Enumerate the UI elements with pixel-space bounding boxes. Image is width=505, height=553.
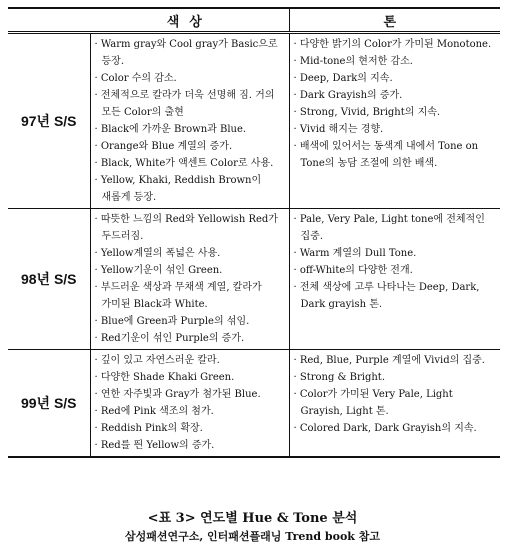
color-item: · 따뜻한 느낌의 Red와 Yellowish Red가 두드러짐. — [94, 214, 278, 242]
color-item: · 다양한 Shade Khaki Green. — [94, 372, 235, 383]
tone-item: · Vivid 해지는 경향. — [293, 124, 384, 135]
tone-item: · Red, Blue, Purple 계열에 Vivid의 집중. — [293, 355, 485, 366]
tone-cell — [289, 350, 500, 458]
color-item: · Warm gray와 Cool gray가 Basic으로 등장. — [94, 39, 278, 67]
color-item: · Red에 Pink 색조의 첨가. — [94, 406, 214, 417]
year-cell: 98년 S/S — [8, 209, 90, 350]
table-row-98 — [8, 209, 500, 350]
color-cell — [90, 33, 289, 209]
tone-item: · Colored Dark, Dark Grayish의 지속. — [293, 423, 477, 434]
color-cell — [90, 209, 289, 350]
tone-item: · Strong & Bright. — [293, 372, 385, 383]
tone-cell — [289, 33, 500, 209]
color-cell — [90, 350, 289, 458]
tone-item: · Warm 계열의 Dull Tone. — [293, 248, 417, 259]
year-cell: 99년 S/S — [8, 350, 90, 458]
tone-item: · Mid-tone의 현저한 감소. — [293, 56, 413, 67]
tone-item: · Strong, Vivid, Bright의 지속. — [293, 107, 441, 118]
table-source-note: 삼성패션연구소, 인터패션플래닝 Trend book 참고 — [124, 530, 381, 543]
tone-item: · Color가 가미된 Very Pale, Light Grayish, Light 톤. — [293, 389, 453, 417]
color-item: · Orange와 Blue 계열의 증가. — [94, 141, 233, 152]
table-row-97 — [8, 33, 500, 209]
tone-item: · Dark Grayish의 증가. — [293, 90, 403, 101]
color-item: · 전체적으로 칼라가 더욱 선명해 짐. 거의 모든 Color의 출현 — [94, 90, 275, 118]
tone-item: · Deep, Dark의 지속. — [293, 73, 393, 84]
color-item: · Yellow계열의 폭넓은 사용. — [94, 248, 221, 259]
tone-item: · Pale, Very Pale, Light tone에 전체적인 집중. — [293, 214, 485, 242]
table-row-99 — [8, 350, 500, 458]
tone-item: · 전체 색상에 고루 나타나는 Deep, Dark, Dark grayish 톤. — [293, 282, 480, 310]
hue-tone-table — [8, 7, 500, 458]
year-cell: 97년 S/S — [8, 33, 90, 209]
color-item: · Blue에 Green과 Purple의 섞임. — [94, 316, 250, 327]
tone-cell — [289, 209, 500, 350]
tone-item: · off-White의 다양한 전개. — [293, 265, 413, 276]
color-item: · 깊이 있고 자연스러운 칼라. — [94, 355, 220, 366]
color-item: · Yellow, Khaki, Reddish Brown이 새롭게 등장. — [94, 175, 262, 203]
year-header — [8, 8, 90, 33]
color-item: · Reddish Pink의 확장. — [94, 423, 203, 434]
tone-item: · 다양한 밝기의 Color가 가미된 Monotone. — [293, 39, 492, 50]
color-item: · Color 수의 감소. — [94, 73, 177, 84]
color-item: · Black, White가 액센트 Color로 사용. — [94, 158, 274, 169]
color-item: · Red기운이 섞인 Purple의 증가. — [94, 333, 245, 344]
tone-header: 톤 — [289, 8, 500, 33]
table-header-row — [8, 8, 500, 33]
tone-item: · 배색에 있어서는 동색계 내에서 Tone on Tone의 농담 조절에 의한 배색. — [293, 141, 479, 169]
color-item: · 연한 자주빛과 Gray가 첨가된 Blue. — [94, 389, 261, 400]
color-item: · Red를 띈 Yellow의 증가. — [94, 440, 215, 451]
color-item: · 부드러운 색상과 무채색 계열, 칼라가 가미된 Black과 White. — [94, 282, 262, 310]
color-header: 색상 — [90, 8, 289, 33]
color-item: · Black에 가까운 Brown과 Blue. — [94, 124, 247, 135]
table-caption: <표 3> 연도별 Hue & Tone 분석 — [147, 511, 358, 526]
color-item: · Yellow기운이 섞인 Green. — [94, 265, 223, 276]
